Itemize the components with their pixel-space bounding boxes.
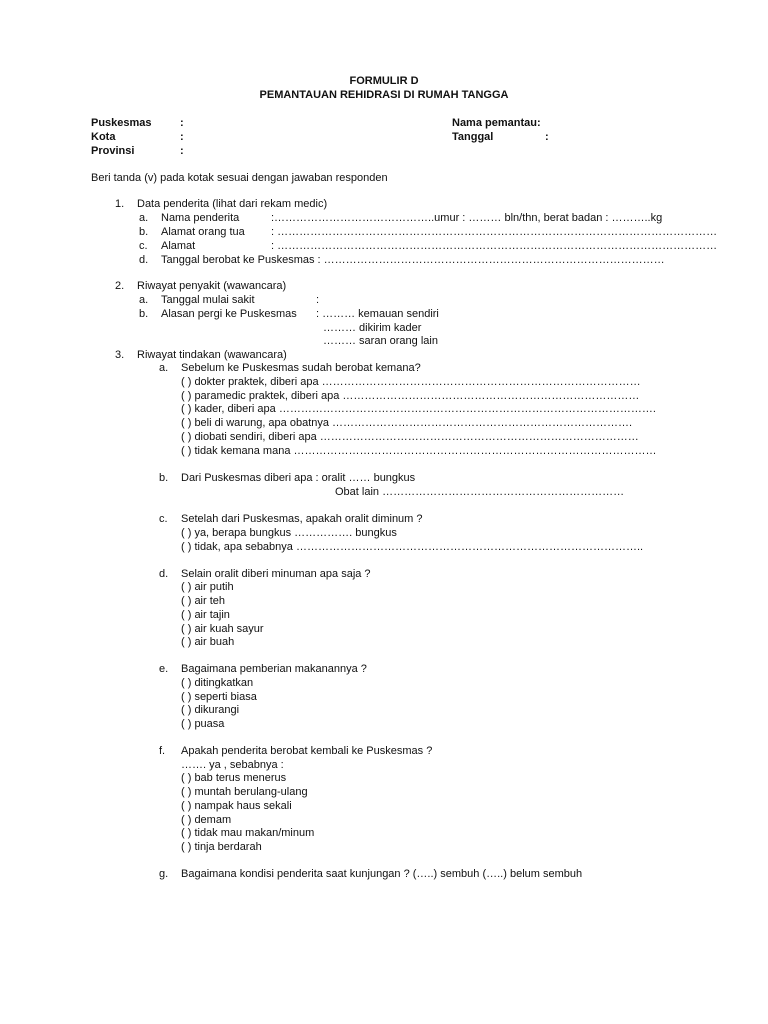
section1-heading: Data penderita (lihat dari rekam medic)	[137, 198, 328, 210]
section3-f-question: Apakah penderita berobat kembali ke Puskesmas ?	[181, 745, 433, 757]
section1-a-fill: :……………………………………..umur : ……… bln/thn, berat badan : ………..kg	[271, 212, 663, 224]
section3-d-letter: d.	[159, 568, 169, 580]
nama-pemantau-label: Nama pemantau:	[452, 117, 541, 129]
section2-heading: Riwayat penyakit (wawancara)	[137, 280, 287, 292]
section3-e-question: Bagaimana pemberian makanannya ?	[181, 663, 367, 675]
section3-b-letter: b.	[159, 472, 169, 484]
section3-d-option[interactable]: ( ) air tajin	[181, 609, 230, 621]
section3-e-option[interactable]: ( ) seperti biasa	[181, 691, 257, 703]
section2-b-letter: b.	[139, 308, 149, 320]
section2-b-fill: : ……… kemauan sendiri	[316, 308, 439, 320]
provinsi-label: Provinsi	[91, 145, 135, 157]
section3-b-question: Dari Puskesmas diberi apa : oralit …… bungkus	[181, 472, 416, 484]
section3-d-option[interactable]: ( ) air putih	[181, 581, 234, 593]
instruction-text: Beri tanda (v) pada kotak sesuai dengan jawaban responden	[91, 172, 388, 184]
section3-a-question: Sebelum ke Puskesmas sudah berobat kemana?	[181, 362, 421, 374]
section1-number: 1.	[115, 198, 125, 210]
section3-f-option[interactable]: ( ) bab terus menerus	[181, 772, 287, 784]
section1-b-letter: b.	[139, 226, 149, 238]
section3-c-question: Setelah dari Puskesmas, apakah oralit diminum ?	[181, 513, 423, 525]
section3-a-option[interactable]: ( ) diobati sendiri, diberi apa ……………………………………………………………………………	[181, 431, 639, 443]
section3-g-letter: g.	[159, 868, 169, 880]
section3-g-question: Bagaimana kondisi penderita saat kunjungan ? (…..) sembuh (…..) belum sembuh	[181, 868, 583, 880]
section3-f-option[interactable]: ( ) muntah berulang-ulang	[181, 786, 308, 798]
section3-e-option[interactable]: ( ) ditingkatkan	[181, 677, 254, 689]
section2-b-option-saran: ……… saran orang lain	[323, 335, 438, 347]
section1-d-letter: d.	[139, 254, 149, 266]
section3-a-option[interactable]: ( ) kader, diberi apa ………………………………………………………………………………………….	[181, 403, 656, 415]
section2-b-option-kader: ……… dikirim kader	[323, 322, 422, 334]
section3-c-letter: c.	[159, 513, 168, 525]
section3-d-option[interactable]: ( ) air teh	[181, 595, 226, 607]
section2-a-label: Tanggal mulai sakit	[161, 294, 255, 306]
section3-heading: Riwayat tindakan (wawancara)	[137, 349, 287, 361]
section3-f-option[interactable]: ( ) demam	[181, 814, 232, 826]
section3-f-option[interactable]: ( ) tinja berdarah	[181, 841, 262, 853]
section3-number: 3.	[115, 349, 125, 361]
puskesmas-label: Puskesmas	[91, 117, 152, 129]
section3-d-question: Selain oralit diberi minuman apa saja ?	[181, 568, 371, 580]
section3-d-option[interactable]: ( ) air buah	[181, 636, 235, 648]
provinsi-colon: :	[180, 145, 184, 157]
section3-c-option[interactable]: ( ) tidak, apa sebabnya …………………………………………………………………………………..	[181, 541, 644, 553]
section3-a-letter: a.	[159, 362, 169, 374]
section3-a-option[interactable]: ( ) beli di warung, apa obatnya ……………………………………………………………………….	[181, 417, 633, 429]
section3-f-option[interactable]: ( ) nampak haus sekali	[181, 800, 292, 812]
form-subtitle: PEMANTAUAN REHIDRASI DI RUMAH TANGGA	[259, 89, 509, 101]
kota-label: Kota	[91, 131, 116, 143]
section3-b-obat-lain: Obat lain …………………………………………………………	[335, 486, 625, 498]
section3-f-option[interactable]: ( ) tidak mau makan/minum	[181, 827, 315, 839]
section2-number: 2.	[115, 280, 125, 292]
section3-a-option[interactable]: ( ) dokter praktek, diberi apa ……………………………………………………………………………	[181, 376, 641, 388]
section1-c-letter: c.	[139, 240, 148, 252]
section3-f-letter: f.	[159, 745, 166, 757]
section1-c-label: Alamat	[161, 240, 196, 252]
section2-a-fill: :	[316, 294, 320, 306]
section1-a-letter: a.	[139, 212, 149, 224]
section3-a-option[interactable]: ( ) tidak kemana mana ………………………………………………………………………………………	[181, 445, 657, 457]
tanggal-label: Tanggal	[452, 131, 494, 143]
section3-e-option[interactable]: ( ) dikurangi	[181, 704, 240, 716]
section3-e-option[interactable]: ( ) puasa	[181, 718, 225, 730]
section2-b-label: Alasan pergi ke Puskesmas	[161, 308, 297, 320]
form-title: FORMULIR D	[349, 75, 419, 87]
section1-b-fill: : …………………………………………………………………………………………………………	[271, 226, 718, 238]
section3-f-ya-sebabnya: ……. ya , sebabnya :	[181, 759, 284, 771]
puskesmas-colon: :	[180, 117, 184, 129]
kota-colon: :	[180, 131, 184, 143]
section1-d-label: Tanggal berobat ke Puskesmas : …………………………………………………………………………………	[161, 254, 665, 266]
section2-a-letter: a.	[139, 294, 149, 306]
section1-b-label: Alamat orang tua	[161, 226, 245, 238]
tanggal-colon: :	[545, 131, 549, 143]
section3-e-letter: e.	[159, 663, 169, 675]
section1-a-label: Nama penderita	[161, 212, 240, 224]
section3-c-option[interactable]: ( ) ya, berapa bungkus ……………. bungkus	[181, 527, 397, 539]
section3-d-option[interactable]: ( ) air kuah sayur	[181, 623, 264, 635]
section3-a-option[interactable]: ( ) paramedic praktek, diberi apa ………………………………………………………………………	[181, 390, 640, 402]
section1-c-fill: : …………………………………………………………………………………………………………	[271, 240, 718, 252]
